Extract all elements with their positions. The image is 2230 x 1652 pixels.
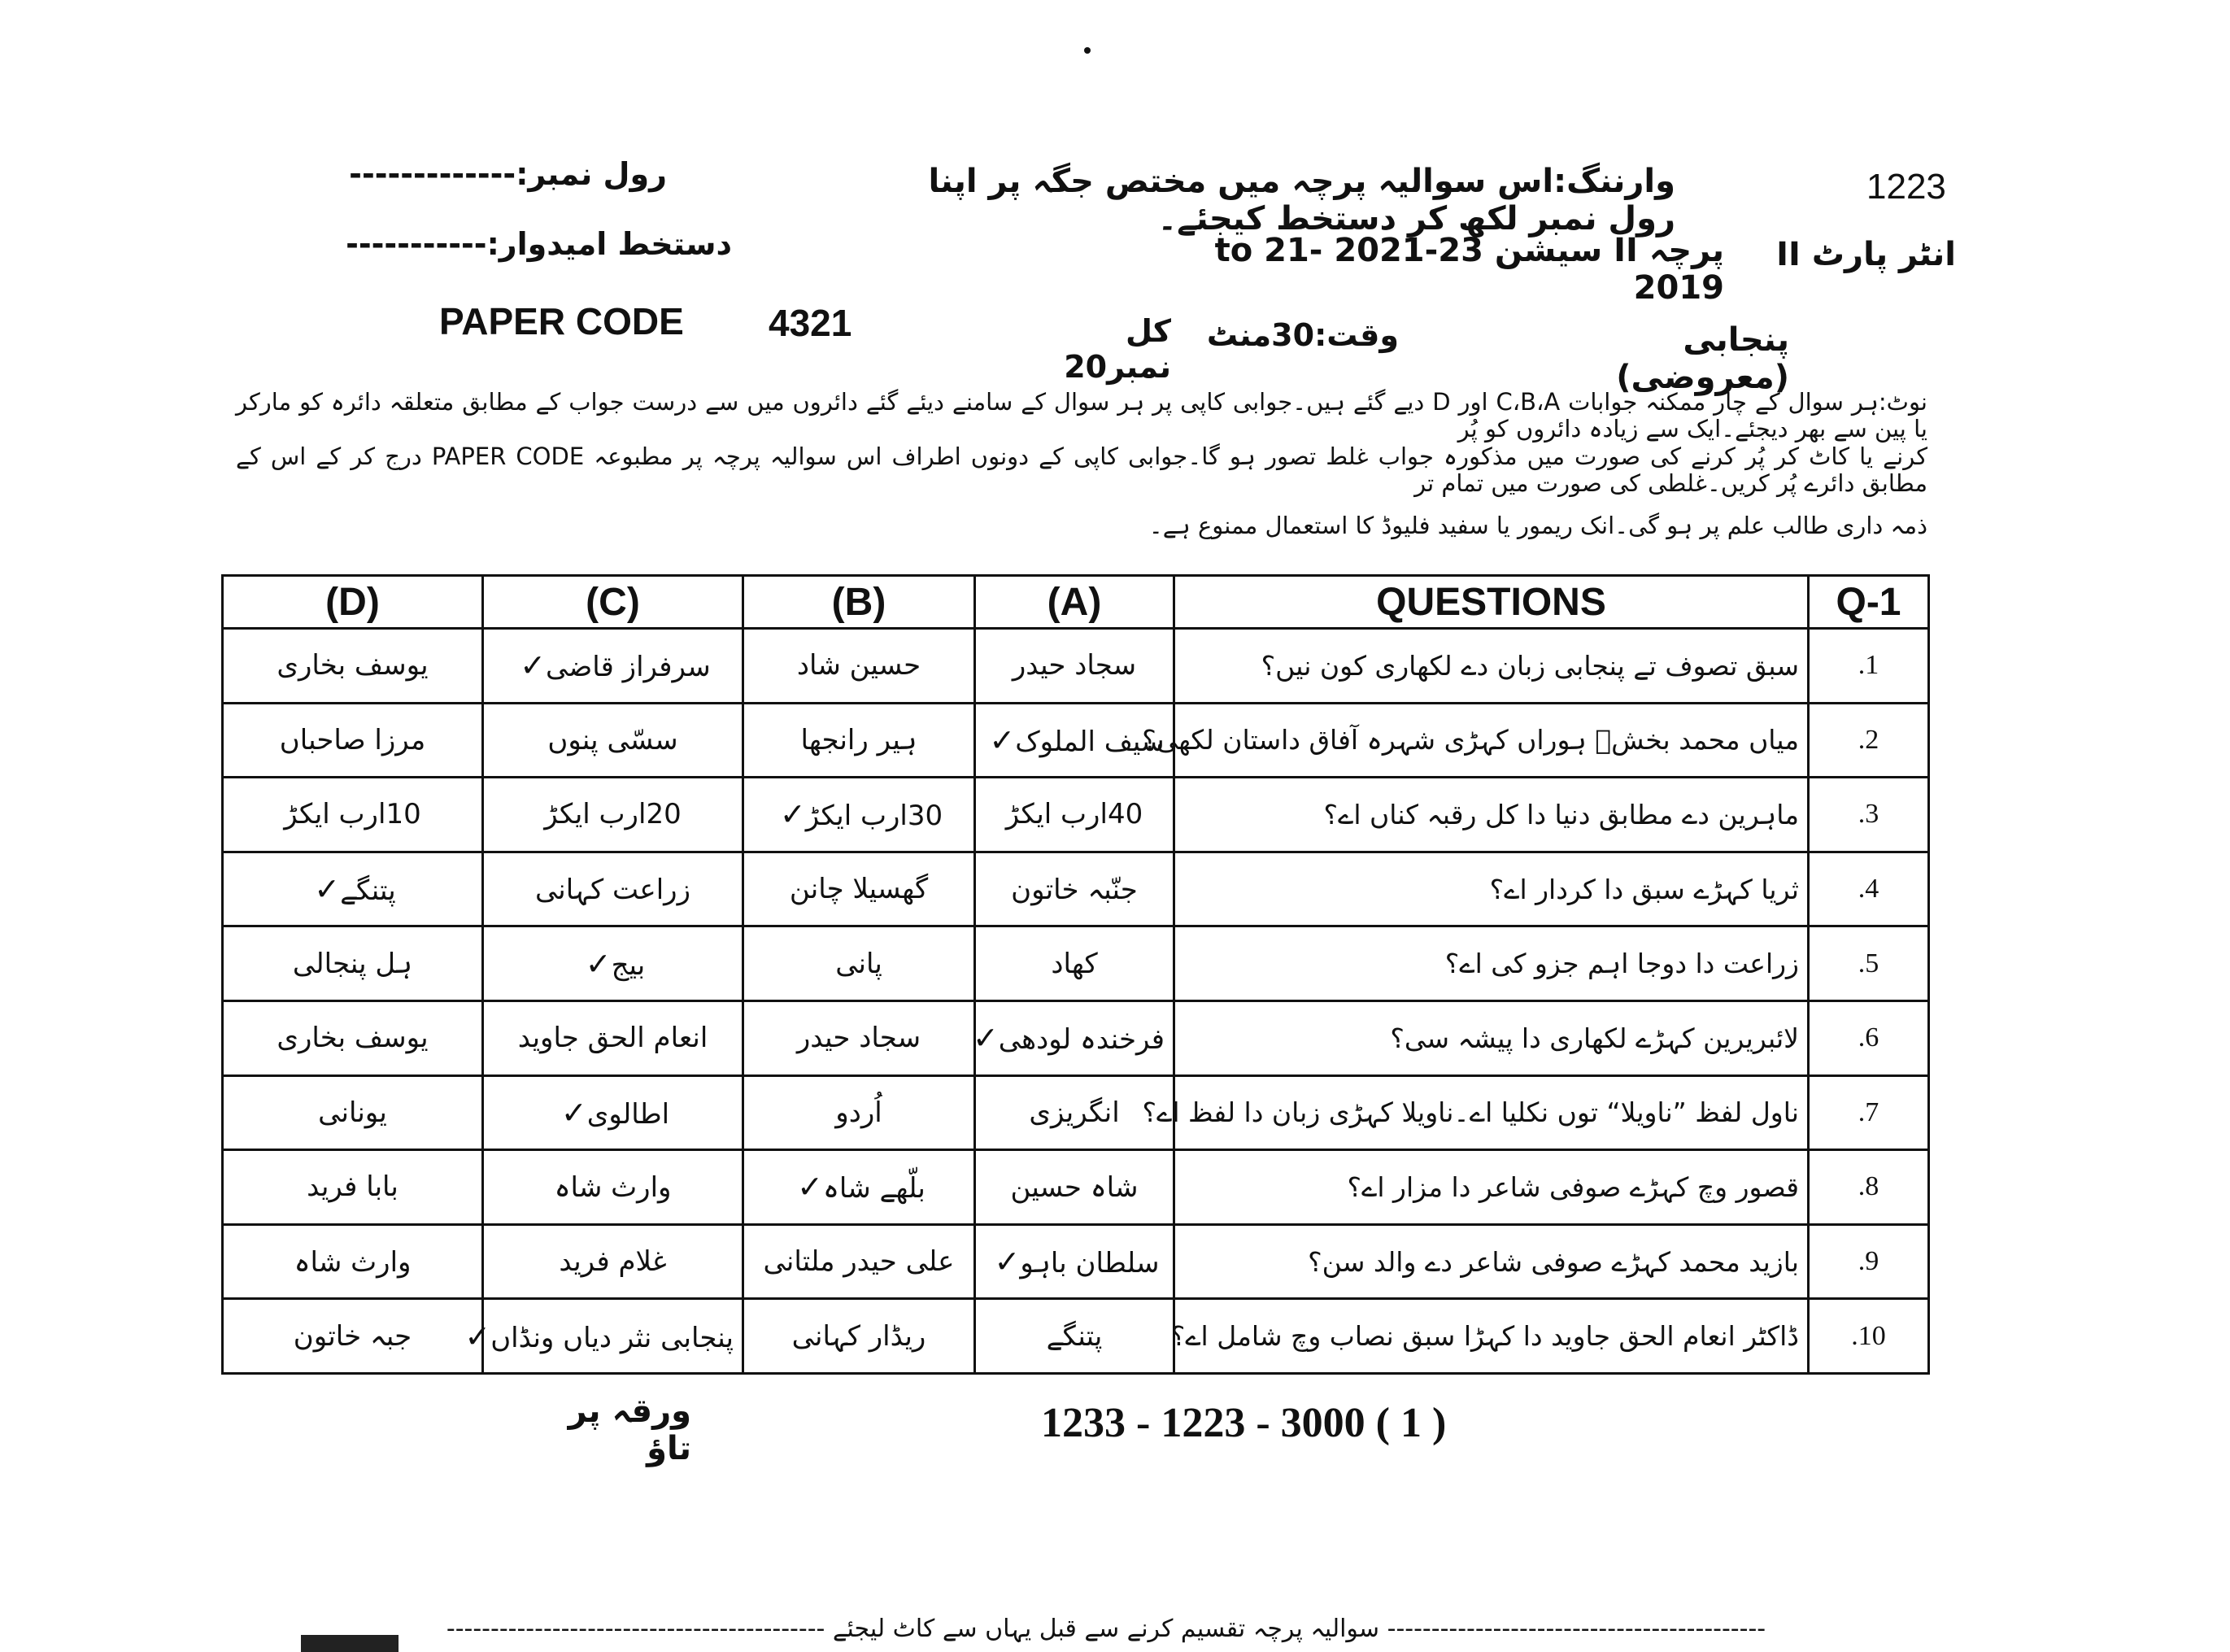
option-text: فرخندہ لودھی [998,1023,1165,1057]
table-row [223,1224,1929,1299]
instruction-note-line: نوٹ:ہر سوال کے چار ممکنہ جوابات C،B،A اور D دیے گئے ہیں۔جوابی کاپی پر ہر سوال کے سامنے دیئے گئے دائروں میں سے درست جواب کے مطابق متعلقہ دائرہ کو مارکر یا پین سے بھر دیجئے۔ایک سے زیادہ دائروں کو پُر [236,388,1927,443]
question-text: ثریا کہڑے سبق دا کردار اے؟ [1174,852,1809,926]
check-mark-icon: ✓ [464,1318,491,1354]
warning-text: وارننگ:اس سوالیہ پرچہ میں مختص جگہ پر اپنا رول نمبر لکھ کر دستخط کیجئے۔ [928,163,1675,238]
option-text: سجاد حیدر [1012,649,1137,682]
question-number: .4 [1809,852,1929,926]
mcq-table [221,574,1930,1375]
column-header-a: (A) [975,576,1174,629]
option-text: ہیر رانجھا [800,724,917,757]
option-text: انعام الحق جاوید [517,1022,708,1055]
subject-title: پنجابی (معروضی) [1616,321,1789,396]
question-text: ماہرین دے مطابق دنیا دا کل رقبہ کناں اے؟ [1174,778,1809,852]
question-number: .1 [1809,629,1929,704]
turn-over-label: ورقہ پر تاؤ [568,1393,691,1467]
check-mark-icon: ✓ [520,647,547,684]
table-row [223,703,1929,778]
option-text: جبہ خاتون [293,1320,412,1353]
question-number: .9 [1809,1224,1929,1299]
class-info: انٹر پارٹ II [1776,236,1956,273]
check-mark-icon: ✓ [972,1020,999,1057]
cut-dashes: ------------------------------------------- [446,1615,825,1643]
option-text: ہل پنجالی [292,948,413,981]
paper-code-label: PAPER CODE [439,300,684,342]
scan-dot [1084,47,1091,54]
option-text: کھاد [1051,947,1098,980]
scan-mark [301,1635,399,1652]
option-text: یونانی [318,1096,387,1129]
question-number: .8 [1809,1150,1929,1225]
column-header-c: (C) [483,576,743,629]
table-header-row [223,576,1929,629]
question-text: سبق تصوف تے پنجابی زبان دے لکھاری کون نیں؟ [1174,629,1809,704]
option-cell-d [223,1150,483,1225]
question-number: .7 [1809,1075,1929,1150]
option-text: پتنگے [340,874,396,908]
option-text: وارث شاہ [554,1170,672,1204]
question-number: .6 [1809,1000,1929,1075]
option-text: علی حیدر ملتانی [763,1245,955,1279]
option-cell-d [223,778,483,852]
option-cell-c [483,1150,743,1225]
option-cell-d [223,852,483,926]
table-row [223,1000,1929,1075]
table-row [223,1150,1929,1225]
option-text: یوسف بخاری [277,649,429,682]
question-text: قصور وچ کہڑے صوفی شاعر دا مزار اے؟ [1174,1150,1809,1225]
option-text: بابا فرید [307,1170,399,1204]
table-row [223,629,1929,704]
option-text: پتنگے [1046,1320,1103,1353]
column-header-d: (D) [223,576,483,629]
mcq-table-body [223,629,1929,1374]
option-text: سرفراز قاضی [546,651,711,684]
question-text: لائبریرین کہڑے لکھاری دا پیشہ سی؟ [1174,1000,1809,1075]
paper-session: پرچہ II سیشن 23-2021 to 21- 2019 [1214,232,1724,307]
question-number: .2 [1809,703,1929,778]
question-text: زراعت دا دوجا اہم جزو کی اے؟ [1174,926,1809,1001]
roll-number-field: رول نمبر:------------- [349,156,667,192]
option-text: سیف الملوک [1015,725,1165,758]
check-mark-icon: ✓ [585,945,612,982]
check-mark-icon: ✓ [989,721,1016,758]
cut-dashes: ------------------------------------------- [1387,1615,1766,1643]
option-text: سلطان باہو [1020,1247,1160,1280]
option-cell-a [975,926,1174,1001]
column-header-b: (B) [743,576,975,629]
option-text: پنجابی نثر دیاں ونڈاں [490,1321,734,1354]
table-row [223,926,1929,1001]
option-cell-b [743,926,975,1001]
option-cell-b [743,778,975,852]
time-allowed: وقت:30منٹ [1206,317,1399,353]
question-number: .5 [1809,926,1929,1001]
instruction-note-line: کرنے یا کاٹ کر پُر کرنے کی صورت میں مذکورہ جواب غلط تصور ہو گا۔جوابی کاپی کے دونوں اطراف اس سوالیہ پرچہ پر مطبوعہ PAPER CODE درج کر کے اس کے مطابق دائرے پُر کریں۔غلطی کی صورت میں تمام تر [236,442,1927,498]
option-cell-a [975,1224,1174,1299]
option-text: اُردو [835,1096,882,1129]
option-cell-c [483,852,743,926]
option-text: 30ارب ایکڑ [805,800,943,833]
option-text: 20ارب ایکڑ [544,798,682,831]
option-cell-c [483,926,743,1001]
check-mark-icon: ✓ [560,1094,587,1131]
option-text: یوسف بخاری [277,1022,429,1055]
cut-instruction: سوالیہ پرچہ تقسیم کرنے سے قبل یہاں سے کاٹ لیجئے [832,1615,1380,1643]
option-text: حسین شاد [796,649,921,682]
option-text: شاہ حسین [1010,1170,1139,1204]
option-cell-b [743,1150,975,1225]
table-row [223,1075,1929,1150]
check-mark-icon: ✓ [994,1244,1021,1280]
option-text: 10ارب ایکڑ [284,798,421,831]
option-text: انگریزی [1029,1096,1120,1129]
option-text: سسّی پنوں [547,723,678,756]
option-cell-a [975,629,1174,704]
question-text: میاں محمد بخشؒ ہوراں کہڑی شہرہ آفاق داستان لکھی؟ [1174,703,1809,778]
option-cell-c [483,778,743,852]
option-cell-a [975,1150,1174,1225]
check-mark-icon: ✓ [779,796,806,833]
option-cell-c [483,1000,743,1075]
option-cell-a [975,778,1174,852]
option-text: وارث شاہ [294,1245,412,1279]
option-cell-c [483,703,743,778]
option-text: بیج [611,948,646,982]
option-cell-b [743,1299,975,1374]
option-cell-b [743,852,975,926]
option-cell-c [483,1224,743,1299]
option-cell-b [743,1224,975,1299]
option-cell-a [975,1299,1174,1374]
option-text: ریڈار کہانی [791,1320,926,1353]
option-text: 40ارب ایکڑ [1005,798,1143,831]
option-cell-d [223,1075,483,1150]
option-text: بلّھے شاہ [822,1172,926,1205]
table-row [223,778,1929,852]
column-header-qno: Q-1 [1809,576,1929,629]
total-marks: کل نمبر20 [1064,313,1171,385]
option-text: پانی [835,947,882,980]
option-cell-a [972,1000,1174,1075]
question-text: ناول لفظ ”ناویلا“ توں نکلیا اے۔ناویلا کہڑی زبان دا لفظ اے؟ [1174,1075,1809,1150]
option-cell-c [464,1299,743,1374]
option-cell-b [743,1000,975,1075]
column-header-questions: QUESTIONS [1174,576,1809,629]
paper-number: 1223 [1866,167,1946,207]
question-text: ڈاکٹر انعام الحق جاوید دا کہڑا سبق نصاب وچ شامل اے؟ [1174,1299,1809,1374]
option-text: غلام فرید [559,1245,667,1279]
question-number: .3 [1809,778,1929,852]
table-row [223,1299,1929,1374]
option-cell-b [743,1075,975,1150]
option-cell-c [483,1075,743,1150]
check-mark-icon: ✓ [797,1169,823,1205]
option-cell-d [223,1224,483,1299]
option-text: مرزا صاحباں [279,723,426,756]
paper-code-value: 4321 [769,302,852,344]
option-text: گھسیلا چانن [789,873,929,906]
option-text: جنّبہ خاتون [1011,873,1138,906]
option-cell-a [975,852,1174,926]
cut-line [309,1615,1903,1643]
option-cell-d [223,1299,483,1374]
option-cell-b [743,629,975,704]
option-cell-c [483,629,743,704]
instruction-note-line: ذمہ داری طالب علم پر ہو گی۔انک ریمور یا سفید فلیوڈ کا استعمال ممنوع ہے۔ [1148,512,1927,539]
option-cell-d [223,629,483,704]
option-cell-d [223,1000,483,1075]
option-text: سجاد حیدر [796,1022,921,1055]
option-cell-d [223,703,483,778]
check-mark-icon: ✓ [314,871,341,908]
option-text: زراعت کہانی [534,873,691,906]
table-row [223,852,1929,926]
candidate-signature-field: دستخط امیدوار:----------- [346,226,732,262]
option-cell-d [223,926,483,1001]
question-number: .10 [1809,1299,1929,1374]
option-text: اطالوی [586,1097,670,1131]
option-cell-b [743,703,975,778]
question-text: بازید محمد کہڑے صوفی شاعر دے والد سن؟ [1174,1224,1809,1299]
footer-paper-code: 1233 - 1223 - 3000 ( 1 ) [1041,1400,1447,1446]
